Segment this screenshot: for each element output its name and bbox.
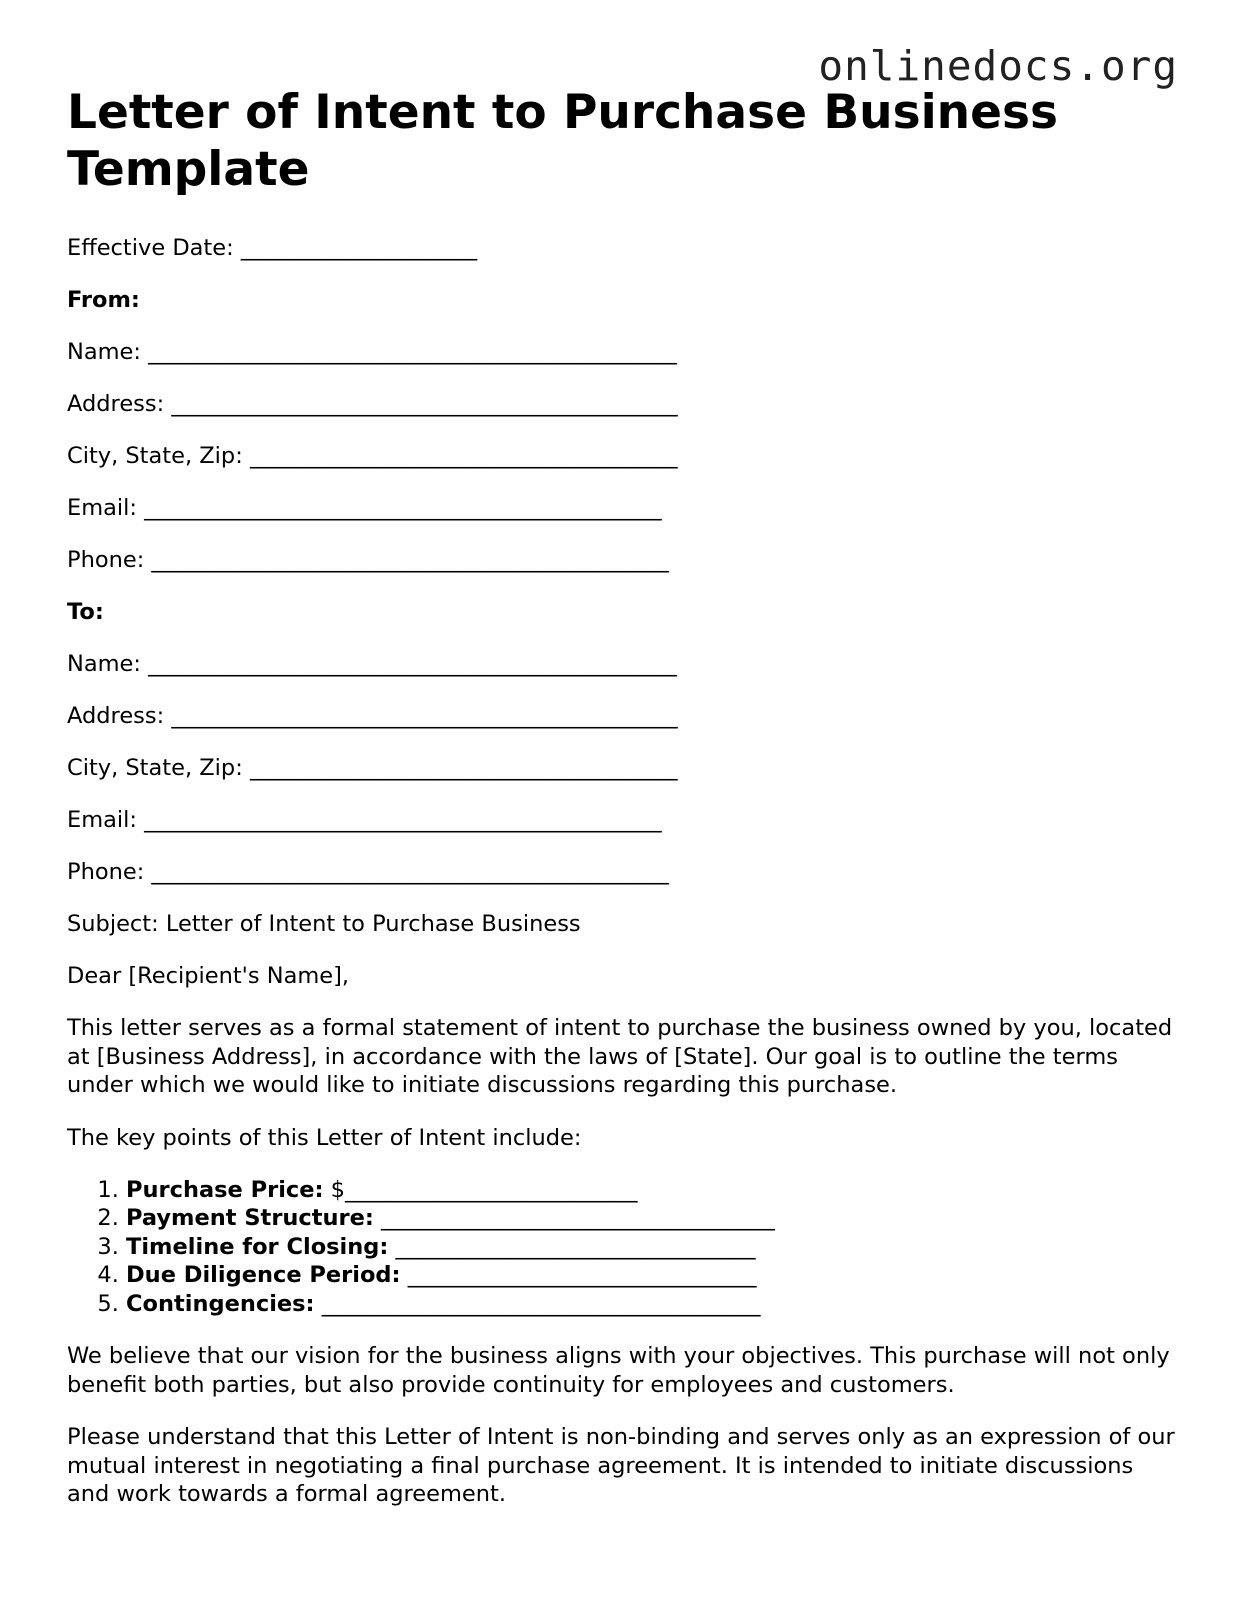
- from-phone-field: Phone: ______________________________________________: [67, 547, 669, 573]
- key-point-label: Due Diligence Period:: [126, 1262, 401, 1288]
- from-email-field: Email: ______________________________________________: [67, 495, 662, 521]
- from-name-field: Name: _______________________________________________: [67, 339, 677, 365]
- from-city-field: City, State, Zip: ______________________________________: [67, 443, 678, 469]
- list-item: [126, 1290, 1177, 1319]
- key-point-label: Purchase Price:: [126, 1176, 324, 1203]
- key-point-label: Timeline for Closing:: [126, 1233, 389, 1260]
- vision-paragraph: We believe that our vision for the business aligns with your objectives. This purchase will not only benefit both parties, but also provide continuity for employees and customers.: [67, 1343, 1170, 1398]
- key-point-label: Payment Structure:: [126, 1205, 374, 1231]
- list-item: [126, 1204, 1177, 1233]
- key-point-blank: $__________________________: [323, 1176, 638, 1203]
- document-title: Letter of Intent to Purchase Business Template: [67, 85, 1058, 197]
- to-address-field: Address: _____________________________________________: [67, 703, 678, 729]
- key-point-label: Contingencies:: [126, 1290, 315, 1317]
- to-email-field: Email: ______________________________________________: [67, 807, 662, 833]
- to-heading: To:: [67, 599, 104, 625]
- key-points-list: [67, 1176, 1177, 1319]
- document-page: [67, 84, 1177, 1509]
- list-item: [126, 1176, 1177, 1205]
- from-address-field: Address: _____________________________________________: [67, 391, 678, 417]
- subject-line: Subject: Letter of Intent to Purchase Business: [67, 911, 581, 937]
- from-heading: From:: [67, 287, 140, 313]
- intro-paragraph: This letter serves as a formal statement of intent to purchase the business owned by you, located at [Business Address], in accordance with the laws of [State]. Our goal is to outline the terms under which we would like to initiate discussions regarding this purchase.: [67, 1015, 1173, 1098]
- key-point-blank: ________________________________: [388, 1233, 756, 1260]
- site-watermark: onlinedocs.org: [818, 42, 1178, 90]
- key-point-blank: _______________________________: [400, 1262, 757, 1288]
- list-item: [126, 1261, 1177, 1290]
- to-city-field: City, State, Zip: ______________________________________: [67, 755, 678, 781]
- to-name-field: Name: _______________________________________________: [67, 651, 677, 677]
- key-point-blank: _______________________________________: [314, 1290, 761, 1317]
- list-item: [126, 1233, 1177, 1262]
- key-points-intro: The key points of this Letter of Intent include:: [67, 1124, 582, 1151]
- to-phone-field: Phone: ______________________________________________: [67, 859, 669, 885]
- key-point-blank: ___________________________________: [373, 1205, 775, 1231]
- non-binding-paragraph: Please understand that this Letter of Intent is non-binding and serves only as an expression of our mutual interest in negotiating a final purchase agreement. It is intended to initiate discussions and work towards a formal agreement.: [67, 1424, 1175, 1507]
- effective-date-field: Effective Date: _____________________: [67, 235, 478, 261]
- salutation: Dear [Recipient's Name],: [67, 963, 350, 989]
